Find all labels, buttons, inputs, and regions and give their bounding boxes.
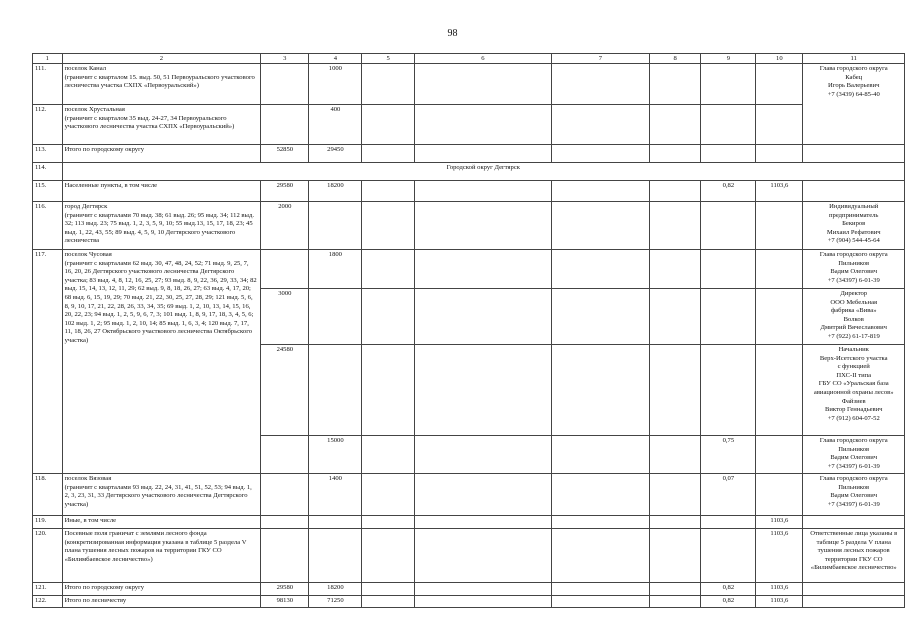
cell-col3: 3000 (261, 289, 309, 345)
row-number: 121. (33, 583, 63, 596)
contact-cell (803, 529, 905, 583)
row-number: 116. (33, 202, 63, 250)
row-description: (граничит с кварталами 62 выд. 30, 47, 48, 24, 52; 71 выд. 9, 25, 7, 16, 20, 26 Дегтярского участкового лесничества Дегтярского участка; 83 выд. 4, 8, 12, 16, 25, 27; 93 выд. 8, 9, 22, 36, 29, 33, 34; 82 выд. 15, 14, 13, 12, 11, 29; 62 выд. 9, 8, 18, 26, 27; 63 выд. 4, 17, 20; 68 выд. 6, 15, 19, 29; 70 выд. 21, 22, 30, 25, 27, 28, 29; 121 выд. 5, 6, 8, 9, 10, 17, 21, 22, 28, 26, 33, 34, 35; 69 выд. 1, 2, 10, 13, 14, 15, 16, 20, 22, 23; 94 выд. 1, 2, 5, 9, 6, 7, 3; 101 выд. 1, 8, 9, 17, 18, 3, 4, 5, 6; 102 выд. 1, 2; 95 выд. 1, 2, 10, 14; 85 выд. 1, 6, 3, 4; 120 выд. 7, 17, 11, 18, 26, 27 Октябрьского участкового лесничества Октябрьского участка) (64, 259, 257, 344)
col-header: 1 (33, 54, 63, 64)
row-number: 118. (33, 474, 63, 516)
cell-col3: 29580 (261, 583, 309, 596)
cell-col3: 24580 (261, 345, 309, 436)
contact-cell (803, 64, 905, 145)
row-description: (граничит с кварталом 35 выд. 24-27, 34 Первоуральского участкового лесничества участка СХПХ «Первоуральский») (64, 114, 235, 131)
table-row (33, 64, 905, 105)
table-row (33, 202, 905, 250)
row-number: 115. (33, 181, 63, 202)
contact-info: Начальник Верх-Исетского участка с функцией ПХС-II типа ГБУ СО «Уральская база авиационной охраны лесов» Файзиев Виктор Геннадьевич +7 (912) 604-07-52 (813, 346, 894, 422)
contact-cell (803, 436, 905, 474)
fire-plan-table (32, 53, 905, 608)
col-header: 2 (62, 54, 261, 64)
row-description: (граничит с кварталом 15. выд. 50, 51 Первоуральского участкового лесничества участка СХПХ «Первоуральский») (64, 73, 255, 90)
row-name: поселок Вязовая (64, 475, 112, 482)
row-number: 111. (33, 64, 63, 105)
table-row (33, 529, 905, 583)
cell-col4: 18200 (309, 181, 362, 202)
contact-info: Глава городского округа Пильников Вадим Олегович +7 (34397) 6-01-39 (819, 475, 888, 508)
row-number: 114. (33, 163, 63, 181)
col-header: 11 (803, 54, 905, 64)
cell-col4: 1400 (309, 474, 362, 516)
row-name-cell (62, 64, 261, 105)
col-header: 9 (701, 54, 756, 64)
row-description: (граничит с кварталами 93 выд. 22, 24, 31, 41, 51, 52, 53; 94 выд. 1, 2, 3, 23, 31, 33 Дегтярского участкового лесничества Дегтярского участка) (64, 483, 252, 508)
row-number: 119. (33, 516, 63, 529)
contact-info: Глава городского округа Кабец Игорь Валерьевич +7 (3439) 64-85-40 (819, 65, 888, 98)
col-header: 6 (414, 54, 551, 64)
cell-col4: 1800 (309, 250, 362, 289)
row-name: Итого по городскому округу (62, 145, 261, 163)
cell-col9: 0,82 (701, 596, 756, 608)
contact-cell (803, 250, 905, 289)
row-name-cell (62, 250, 261, 474)
table-row (33, 163, 905, 181)
table-row (33, 596, 905, 608)
contact-cell (803, 202, 905, 250)
section-title: Городской округ Дегтярск (62, 163, 904, 181)
row-description: (граничит с кварталами 70 выд. 38; 61 выд. 26; 95 выд. 34; 112 выд. 32; 113 выд. 23; 75 выд. 1, 2, 3, 5, 9, 10; 55 выд.13, 15, 17, 18, 23; 45 выд. 1, 22, 43, 55; 89 выд. 4, 5, 9, 10 Дегтярского участкового лесничества (64, 211, 254, 245)
contact-info: Индивидуальный предприниматель Бекиров Михаил Рефатович +7 (904) 544-45-64 (826, 203, 881, 245)
col-header: 4 (309, 54, 362, 64)
cell-col10: 1103,6 (756, 181, 803, 202)
row-name-cell (62, 202, 261, 250)
cell-col3: 2000 (261, 202, 309, 250)
col-header: 5 (362, 54, 415, 64)
row-name: Населенные пункты, в том числе (62, 181, 261, 202)
cell-col3: 98130 (261, 596, 309, 608)
contact-cell (803, 345, 905, 436)
col-header: 10 (756, 54, 803, 64)
page-number: 98 (447, 28, 458, 39)
contact-info: Директор ООО Мебельная фабрика «Вива» Волков Дмитрий Вячеславович +7 (922) 61-17-819 (820, 290, 887, 340)
col-header: 7 (551, 54, 649, 64)
cell-col3: 29580 (261, 181, 309, 202)
row-number: 112. (33, 105, 63, 145)
col-header: 3 (261, 54, 309, 64)
table-row (33, 145, 905, 163)
row-name: Посевные поля граничат с землями лесного фонда (конкретизированная информация указана в таблице 5 раздела V плана тушения лесных пожаров на территории ГКУ СО «Билимбаевское лесничество») (62, 529, 261, 583)
table-row (33, 474, 905, 516)
header-row (33, 54, 905, 64)
cell-col10: 1103,6 (756, 583, 803, 596)
row-name: Иные, в том числе (62, 516, 261, 529)
contact-info: Глава городского округа Пильников Вадим Олегович +7 (34397) 6-01-39 (819, 437, 888, 470)
table-row (33, 181, 905, 202)
contact-cell (803, 289, 905, 345)
row-name: Итого по городскому округу (62, 583, 261, 596)
cell-col4: 1000 (309, 64, 362, 105)
contact-cell (803, 474, 905, 516)
cell-col9: 0,07 (701, 474, 756, 516)
cell-col9: 0,82 (701, 583, 756, 596)
cell-col4: 71250 (309, 596, 362, 608)
row-number: 113. (33, 145, 63, 163)
cell-col10: 1103,6 (756, 516, 803, 529)
col-header: 8 (649, 54, 701, 64)
cell-col9: 0,82 (701, 181, 756, 202)
table-row (33, 583, 905, 596)
row-number: 120. (33, 529, 63, 583)
cell-col9: 0,75 (701, 436, 756, 474)
cell-col3: 52850 (261, 145, 309, 163)
row-number: 122. (33, 596, 63, 608)
cell-col4: 29450 (309, 145, 362, 163)
cell-col4: 18200 (309, 583, 362, 596)
cell-col4: 15000 (309, 436, 362, 474)
row-name: поселок Канал (64, 65, 106, 72)
row-name: поселок Хрустальная (64, 106, 125, 113)
row-name: город Дегтярск (64, 203, 108, 210)
cell-col10: 1103,6 (756, 596, 803, 608)
row-number: 117. (33, 250, 63, 474)
table-row (33, 516, 905, 529)
row-name-cell (62, 474, 261, 516)
cell-col4: 400 (309, 105, 362, 145)
table-row (33, 250, 905, 289)
cell-col10: 1103,6 (756, 529, 803, 583)
row-name: поселок Чусовая (64, 251, 112, 258)
row-name-cell (62, 105, 261, 145)
contact-info: Глава городского округа Пильников Вадим Олегович +7 (34397) 6-01-39 (819, 251, 888, 284)
row-name: Итого по лесничеству (62, 596, 261, 608)
table-row (33, 105, 905, 145)
contact-info: Ответственные лица указаны в таблице 5 раздела V плана тушения лесных пожаров территории ГКУ СО «Билимбаевское лесничество» (810, 530, 898, 572)
